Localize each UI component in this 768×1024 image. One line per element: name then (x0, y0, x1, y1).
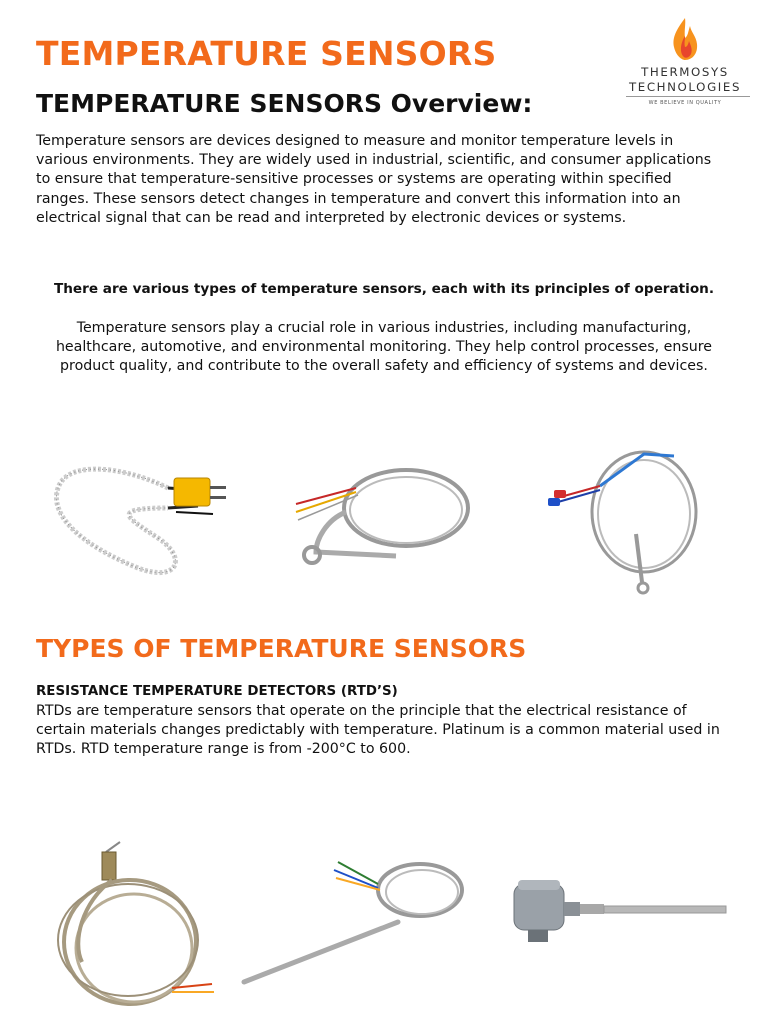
ring-thermocouple-image (286, 460, 476, 590)
company-logo (618, 14, 752, 116)
role-line: healthcare, automotive, and environmental monitoring. They help control processes, ensure (55, 339, 713, 356)
coiled-thermocouple-image (52, 812, 224, 1022)
ring-lug-rtd-image (544, 446, 714, 598)
overview-line: various environments. They are widely used in industrial, scientific, and consumer applications (36, 152, 712, 169)
flame-icon (618, 14, 752, 64)
overview-heading: TEMPERATURE SENSORS Overview: (36, 89, 533, 118)
logo-line2: TECHNOLOGIES (628, 80, 742, 94)
logo-divider (626, 96, 750, 97)
probe-rtd-image (238, 848, 470, 990)
thermocouple-braided-image (48, 448, 238, 588)
role-line: product quality, and contribute to the overall safety and efficiency of systems and devices. (60, 358, 708, 375)
rtd-heading: RESISTANCE TEMPERATURE DETECTORS (RTD’S) (36, 684, 398, 699)
types-heading: TYPES OF TEMPERATURE SENSORS (36, 634, 527, 663)
rtd-line: certain materials changes predictably with temperature. Platinum is a common material used in (36, 722, 720, 739)
rtd-paragraph (36, 702, 736, 760)
types-intro: There are various types of temperature sensors, each with its principles of operation. (53, 281, 715, 297)
overview-line: to ensure that temperature-sensitive processes or systems are operating within specified (36, 171, 672, 188)
overview-line: ranges. These sensors detect changes in temperature and convert this information into an (36, 190, 681, 207)
logo-tagline: WE BELIEVE IN QUALITY (648, 100, 722, 106)
overview-line: Temperature sensors are devices designed to measure and monitor temperature levels in (36, 133, 674, 149)
role-paragraph (44, 319, 724, 377)
overview-line: electrical signal that can be read and interpreted by electronic devices or systems. (36, 209, 627, 226)
overview-paragraph (36, 132, 736, 228)
page-title: TEMPERATURE SENSORS (36, 34, 497, 73)
head-mounted-rtd-image (508, 876, 732, 950)
logo-line1: THERMOSYS (641, 65, 729, 79)
role-line: Temperature sensors play a crucial role in various industries, including manufacturing, (76, 320, 692, 336)
rtd-line: RTDs are temperature sensors that operate on the principle that the electrical resistance of (36, 703, 687, 719)
rtd-line: RTDs. RTD temperature range is from -200°C to 600. (36, 741, 411, 758)
